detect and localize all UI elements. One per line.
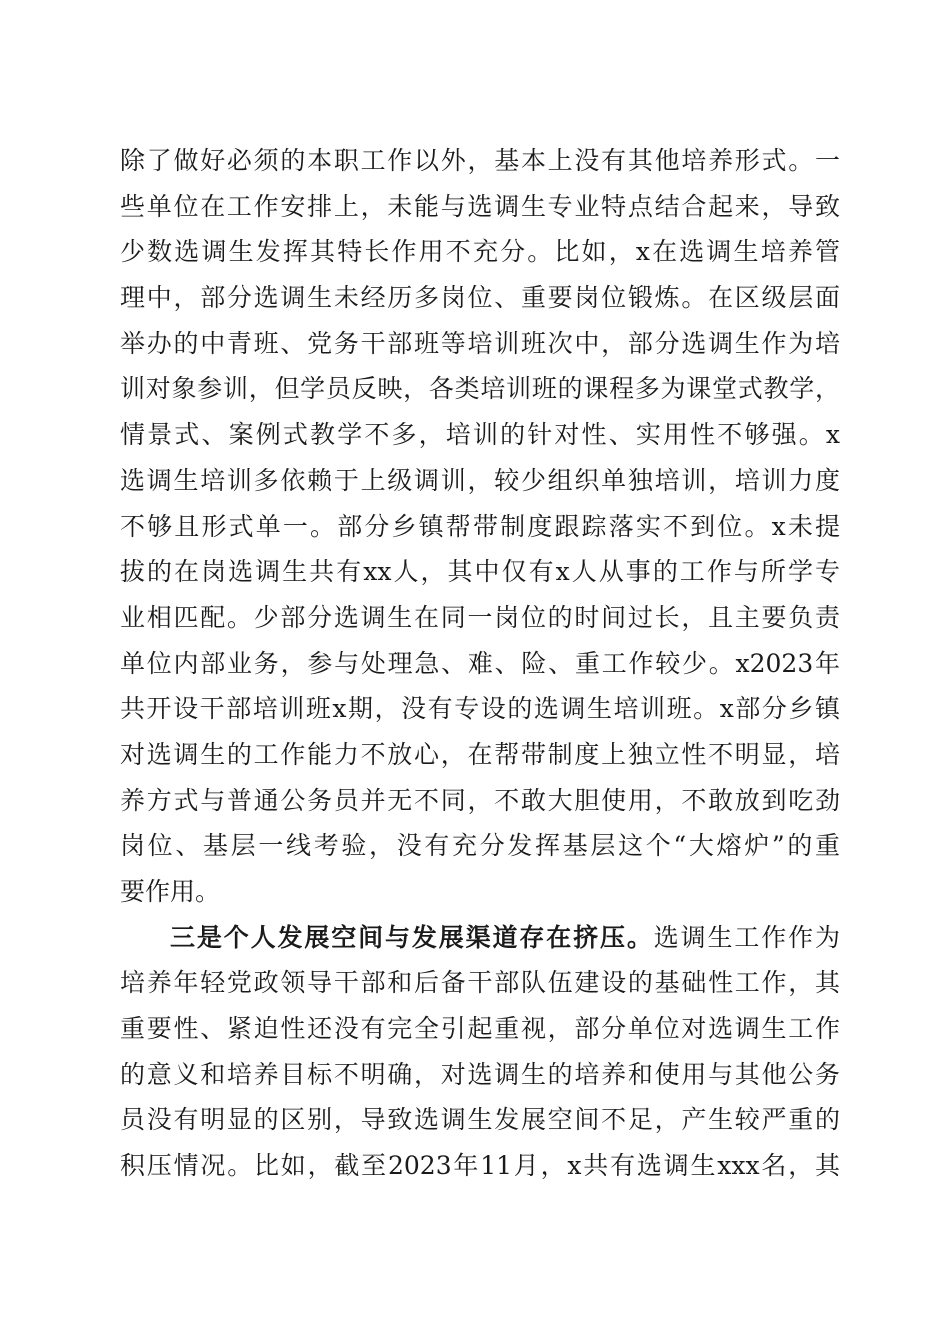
paragraph-1-line: 拔的在岗选调生共有xx人，其中仅有x人从事的工作与所学专 [120,557,840,587]
paragraph-1-line: 举办的中青班、党务干部班等培训班次中，部分选调生作为培 [120,328,840,358]
paragraph-1-line: 要作用。 [120,877,221,906]
paragraph-1-line: 养方式与普通公务员并无不同，不敢大胆使用，不敢放到吃劲 [120,785,840,815]
paragraph-1-line: 对选调生的工作能力不放心，在帮带制度上独立性不明显，培 [120,739,840,769]
paragraph-2-line: 的意义和培养目标不明确，对选调生的培养和使用与其他公务 [120,1059,840,1089]
paragraph-2-lead-heading: 三是个人发展空间与发展渠道存在挤压。 [170,922,654,952]
paragraph-1-line: 少数选调生发挥其特长作用不充分。比如，x在选调生培养管 [120,237,840,267]
paragraph-2-first-line-rest: 选调生工作作为 [653,922,840,952]
paragraph-1-line: 情景式、案例式教学不多，培训的针对性、实用性不够强。x [120,420,840,450]
paragraph-2-line: 培养年轻党政领导干部和后备干部队伍建设的基础性工作，其 [120,968,840,998]
paragraph-1-line: 单位内部业务，参与处理急、难、险、重工作较少。x2023年 [120,648,840,678]
paragraph-1-line: 训对象参训，但学员反映，各类培训班的课程多为课堂式教学， [120,374,840,404]
paragraph-2-line: 积压情况。比如，截至2023年11月，x共有选调生xxx名，其 [120,1151,840,1181]
paragraph-2 [120,915,840,1189]
body-text [120,138,840,1189]
paragraph-1-line: 不够且形式单一。部分乡镇帮带制度跟踪落实不到位。x未提 [120,511,840,541]
paragraph-1-line: 选调生培训多依赖于上级调训，较少组织单独培训，培训力度 [120,465,840,495]
paragraph-1-line: 除了做好必须的本职工作以外，基本上没有其他培养形式。一 [120,146,840,175]
paragraph-2-line: 员没有明显的区别，导致选调生发展空间不足，产生较严重的 [120,1105,840,1135]
paragraph-1-line: 岗位、基层一线考验，没有充分发挥基层这个“大熔炉”的重 [120,831,840,861]
paragraph-1 [120,138,840,915]
paragraph-1-line: 些单位在工作安排上，未能与选调生专业特点结合起来，导致 [120,191,840,221]
paragraph-1-line: 共开设干部培训班x期，没有专设的选调生培训班。x部分乡镇 [120,694,840,724]
paragraph-2-first-line [120,915,840,961]
paragraph-1-line: 理中，部分选调生未经历多岗位、重要岗位锻炼。在区级层面 [120,283,840,313]
paragraph-1-line: 业相匹配。少部分选调生在同一岗位的时间过长，且主要负责 [120,602,840,632]
paragraph-2-line: 重要性、紧迫性还没有完全引起重视，部分单位对选调生工作 [120,1014,840,1044]
